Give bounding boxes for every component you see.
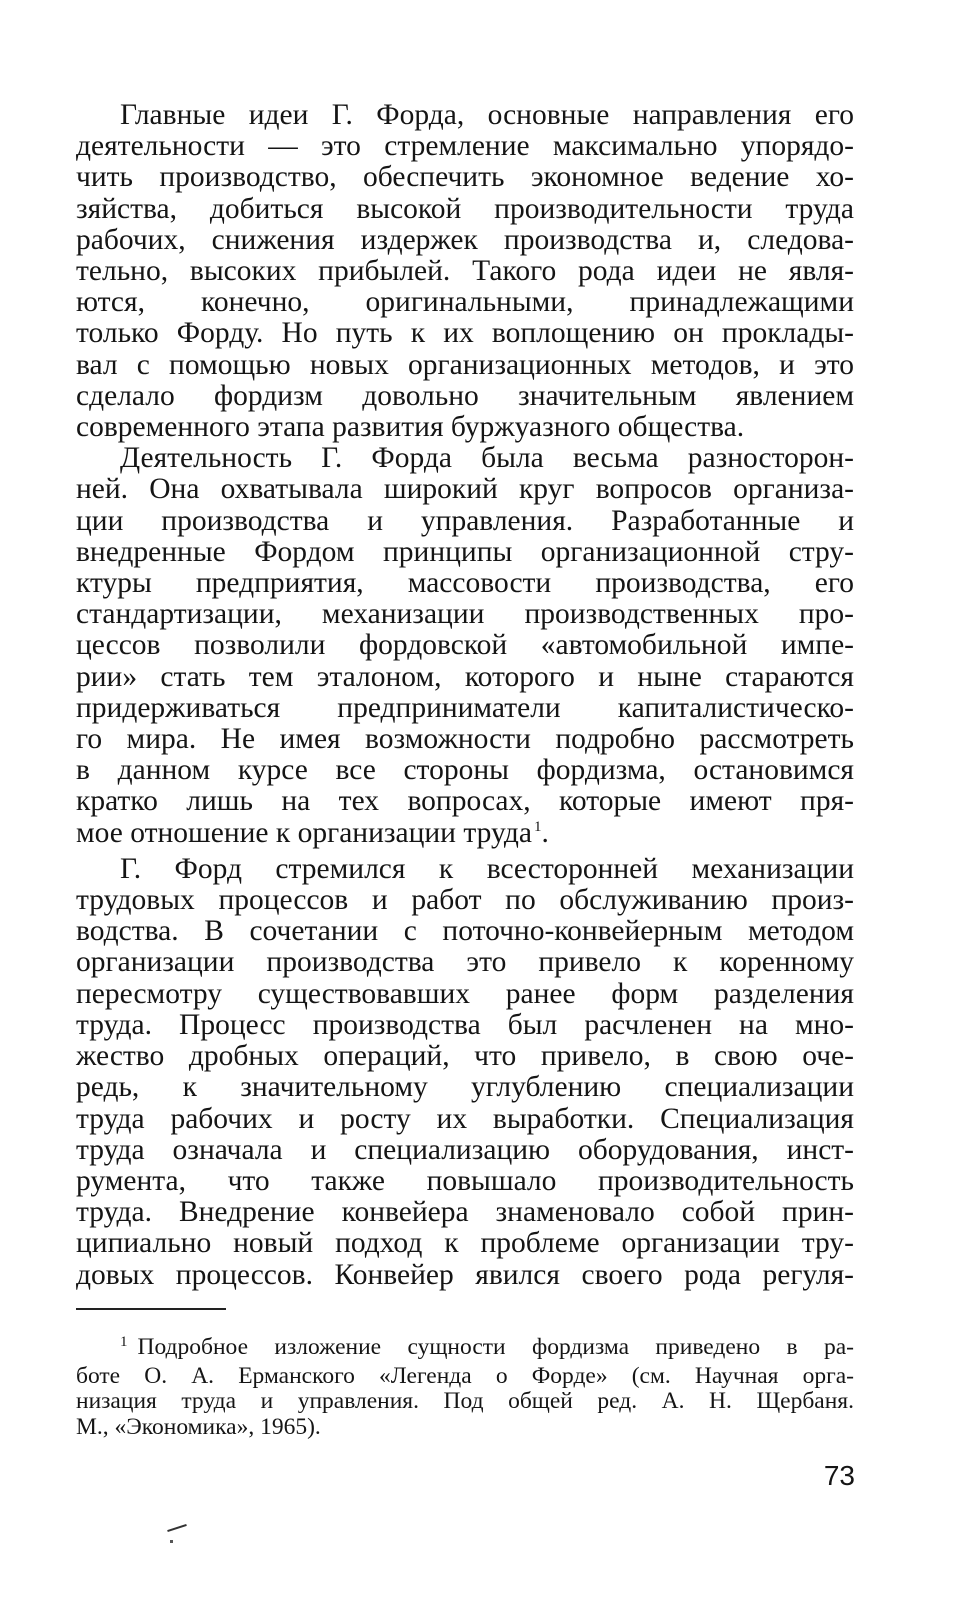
text-line: труда. Процесс производства был расчленен на мно- bbox=[76, 1008, 854, 1041]
footnote-line: низация труда и управления. Под общей ред. А. Н. Щербаня. bbox=[76, 1388, 854, 1414]
text-line: труда означала и специализацию оборудования, инст- bbox=[76, 1133, 854, 1166]
text-line: современного этапа развития буржуазного общества. bbox=[76, 411, 745, 444]
text-line: редь, к значительному углублению специализации bbox=[76, 1071, 854, 1104]
text-line-with-footnote-ref bbox=[76, 818, 854, 854]
text-line: в данном курсе все стороны фордизма, остановимся bbox=[76, 754, 854, 787]
footnote-reference-tail: . bbox=[541, 816, 549, 849]
text-line: труда рабочих и росту их выработки. Специализация bbox=[76, 1102, 854, 1135]
text-line: Деятельность Г. Форда была весьма разносторон- bbox=[120, 442, 854, 475]
text-line: вал с помощью новых организационных методов, и это bbox=[76, 348, 854, 381]
footnote-line: боте О. А. Ерманского «Легенда о Форде» (см. Научная орга- bbox=[76, 1362, 854, 1389]
text-line: придерживаться предприниматели капиталистическо- bbox=[76, 691, 854, 724]
text-line: организации производства это привело к коренному bbox=[76, 946, 854, 979]
text-line: тельно, высоких прибылей. Такого рода идеи не явля- bbox=[76, 255, 854, 288]
text-line: го мира. Не имея возможности подробно рассмотреть bbox=[76, 723, 854, 756]
text-line: ются, конечно, оригинальными, принадлежащими bbox=[76, 286, 854, 319]
text-line: ктуры предприятия, массовости производства, его bbox=[76, 567, 854, 600]
text-line: жество дробных операций, что привело, в свою оче- bbox=[76, 1040, 854, 1073]
scan-speck bbox=[167, 1524, 187, 1532]
text-line: рии» стать тем эталоном, которого и ныне стараются bbox=[76, 660, 854, 693]
text-line: внедренные Фордом принципы организационной стру- bbox=[76, 535, 854, 568]
text-line: ципиально новый подход к проблеме организации тру- bbox=[76, 1227, 854, 1260]
footnote-divider bbox=[76, 1308, 226, 1310]
text-fragment: мое отношение к организации труда bbox=[76, 816, 532, 849]
text-line: довых процессов. Конвейер явился своего рода регуля- bbox=[76, 1258, 854, 1291]
footnote bbox=[76, 1335, 854, 1440]
scan-speck bbox=[170, 1540, 173, 1543]
text-line: Г. Форд стремился к всесторонней механизации bbox=[120, 852, 854, 885]
text-line: пересмотру существовавших ранее форм разделения bbox=[76, 977, 854, 1010]
footnote-line bbox=[76, 1335, 854, 1364]
text-line: кратко лишь на тех вопросах, которые имеют пря- bbox=[76, 785, 854, 818]
paragraph-2 bbox=[76, 443, 854, 854]
text-line: трудовых процессов и работ по обслуживанию произ- bbox=[76, 884, 854, 917]
paragraph-1 bbox=[76, 100, 854, 443]
text-line: сделало фордизм довольно значительным явлением bbox=[76, 379, 854, 412]
text-line: только Форду. Но путь к их воплощению он проклады- bbox=[76, 317, 854, 350]
text-line: рабочих, снижения издержек производства и, следова- bbox=[76, 223, 854, 256]
main-text bbox=[76, 100, 854, 1291]
footnote-line: М., «Экономика», 1965). bbox=[76, 1413, 321, 1440]
text-line: румента, что также повышало производительность bbox=[76, 1164, 854, 1197]
text-line: стандартизации, механизации производственных про- bbox=[76, 598, 854, 631]
footnote-reference: 1 bbox=[533, 818, 542, 835]
text-line: водства. В сочетании с поточно-конвейерным методом bbox=[76, 915, 854, 948]
footnote-text: Подробное изложение сущности фордизма приведено в ра- bbox=[137, 1334, 854, 1360]
text-line: чить производство, обеспечить экономное ведение хо- bbox=[76, 161, 854, 194]
text-line: ней. Она охватывала широкий круг вопросов организа- bbox=[76, 473, 854, 506]
paragraph-3 bbox=[76, 854, 854, 1291]
text-line: Главные идеи Г. Форда, основные направления его bbox=[120, 99, 854, 131]
text-line: деятельности — это стремление максимально упорядо- bbox=[76, 130, 854, 163]
text-line: зяйства, добиться высокой производительности труда bbox=[76, 192, 854, 225]
text-line: труда. Внедрение конвейера знаменовало собой прин- bbox=[76, 1196, 854, 1229]
page-number: 73 bbox=[823, 1460, 855, 1491]
footnote-mark: 1 bbox=[120, 1334, 128, 1350]
text-line: ции производства и управления. Разработанные и bbox=[76, 504, 854, 537]
text-line: цессов позволили фордовской «автомобильной импе- bbox=[76, 629, 854, 662]
